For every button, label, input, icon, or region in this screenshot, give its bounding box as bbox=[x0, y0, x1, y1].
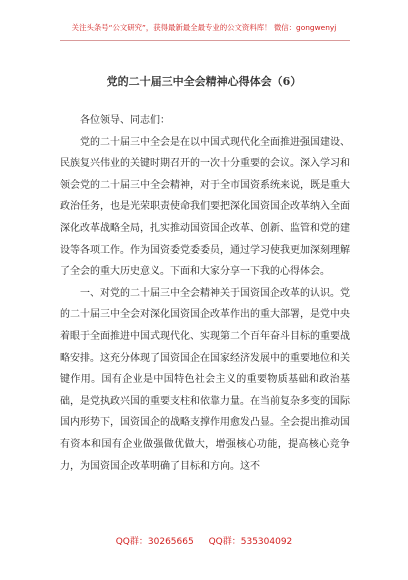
qq-group-2: QQ群：535304092 bbox=[208, 537, 293, 547]
document-title: 党的二十届三中全会精神心得体会（6） bbox=[106, 75, 302, 88]
document-body bbox=[60, 110, 350, 477]
qq-group-1: QQ群：30265665 bbox=[115, 537, 194, 547]
footer-contact bbox=[0, 534, 408, 547]
body-paragraph-1: 党的二十届三中全会是在以中国式现代化全面推进强国建设、民族复兴伟业的关键时期召开的一次十分重要的会议。深入学习和领会党的二十届三中全会精神，对于全市国资系统来说，既是重大政治任务，也是光荣职责使命我们要把深化国资国企改革纳入全面深化改革战略全局，扎实推动国资国企改革、创新、监管和党的建设等各项工作。作为国资委党委委员，通过学习使我更加深刻理解了全会的重大历史意义。下面和大家分享一下我的心得体会。 bbox=[60, 136, 350, 278]
header-divider bbox=[60, 40, 350, 41]
body-paragraph-2: 一、对党的二十届三中全会精神关于国资国企改革的认识。党的二十届三中全会对深化国资国企改革作出的重大部署，是党中央着眼于全面推进中国式现代化、实现第二个百年奋斗目标的重要战略安排。这充分体现了国资国企在国家经济发展中的重要地位和关键作用。国有企业是中国特色社会主义的重要物质基础和政治基础，是党执政兴国的重要支柱和依靠力量。在当前复杂多变的国际国内形势下，国资国企的战略支撑作用愈发凸显。全会提出推动国有资本和国有企业做强做优做大，增强核心功能，提高核心竞争力，为国资国企改革明确了目标和方向。这不 bbox=[60, 287, 350, 472]
salutation: 各位领导、同志们： bbox=[80, 115, 170, 126]
header-banner: 关注头条号“公文研究”，获得最新最全最专业的公文资料库！ 微信：gongwenyj bbox=[71, 23, 337, 32]
